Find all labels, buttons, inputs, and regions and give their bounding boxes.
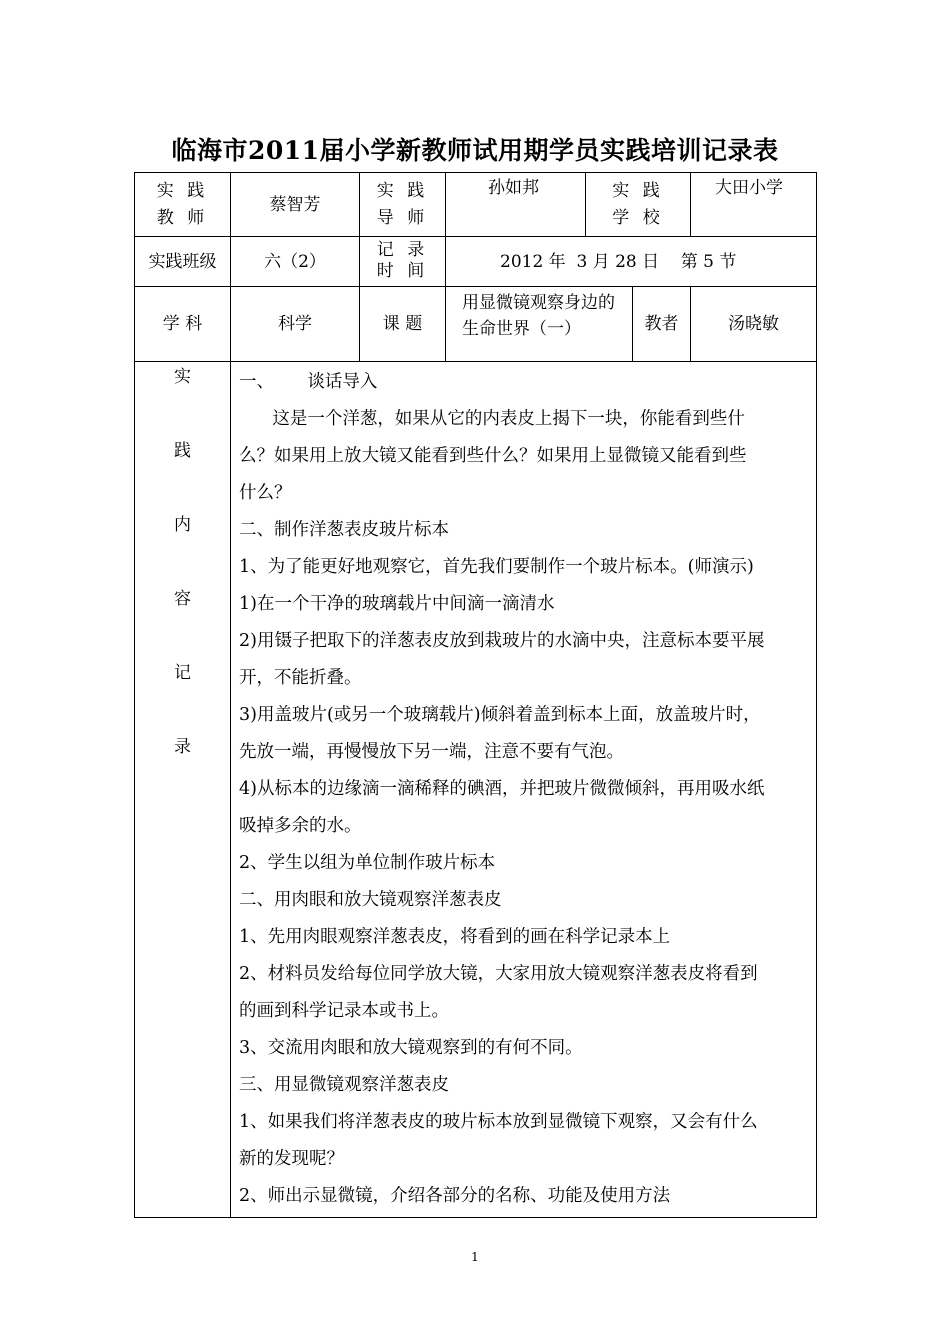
content-line: 2、师出示显微镜，介绍各部分的名称、功能及使用方法 bbox=[239, 1186, 671, 1206]
lesson-teacher-value: 汤晓敏 bbox=[691, 287, 817, 362]
content-record bbox=[231, 362, 817, 1218]
subject-label: 学 科 bbox=[135, 287, 231, 362]
content-line: 4)从标本的边缘滴一滴稀释的碘酒，并把玻片微微倾斜，再用吸水纸 bbox=[239, 779, 765, 799]
mentor-value: 孙如邦 bbox=[446, 173, 586, 237]
time-label-cell: 记 录 时 间 bbox=[360, 237, 446, 287]
time-value: 2012 年 3 月 28 日 第 5 节 bbox=[446, 237, 817, 287]
content-line: 吸掉多余的水。 bbox=[239, 816, 362, 836]
subject-value: 科学 bbox=[231, 287, 360, 362]
content-line: 1、如果我们将洋葱表皮的玻片标本放到显微镜下观察，又会有什么 bbox=[239, 1112, 758, 1132]
content-line: 三、用显微镜观察洋葱表皮 bbox=[239, 1075, 449, 1095]
page-title: 临海市2011届小学新教师试用期学员实践培训记录表 bbox=[171, 136, 779, 165]
topic-label: 课 题 bbox=[360, 287, 446, 362]
row-practice-info bbox=[135, 173, 817, 237]
content-line: 二、用肉眼和放大镜观察洋葱表皮 bbox=[239, 890, 502, 910]
topic-value: 用显微镜观察身边的生命世界（一） bbox=[446, 287, 633, 362]
content-line: 新的发现呢？ bbox=[239, 1149, 344, 1169]
row-class-time bbox=[135, 237, 817, 287]
school-value: 大田小学 bbox=[691, 173, 817, 237]
mentor-label-cell: 实 践 导 师 bbox=[360, 173, 446, 237]
class-value: 六（2） bbox=[231, 237, 360, 287]
content-line: 3、交流用肉眼和放大镜观察到的有何不同。 bbox=[239, 1038, 583, 1058]
content-line: 什么？ bbox=[239, 483, 292, 503]
content-line: 二、制作洋葱表皮玻片标本 bbox=[239, 520, 449, 540]
content-line: 2、材料员发给每位同学放大镜，大家用放大镜观察洋葱表皮将看到 bbox=[239, 964, 758, 984]
content-line: 的画到科学记录本或书上。 bbox=[239, 1001, 449, 1021]
record-table bbox=[134, 172, 817, 1218]
content-label-cell: 实 践 内 容 记 录 bbox=[135, 362, 231, 1218]
row-content bbox=[135, 362, 817, 1218]
content-line: 先放一端，再慢慢放下另一端，注意不要有气泡。 bbox=[239, 742, 624, 762]
content-line: 2、学生以组为单位制作玻片标本 bbox=[239, 853, 496, 873]
content-line: 开，不能折叠。 bbox=[239, 668, 362, 688]
content-line: 1、先用肉眼观察洋葱表皮，将看到的画在科学记录本上 bbox=[239, 927, 671, 947]
content-line: 1)在一个干净的玻璃载片中间滴一滴清水 bbox=[239, 594, 555, 614]
school-label-cell: 实 践 学 校 bbox=[586, 173, 691, 237]
content-line: 一、 谈话导入 bbox=[239, 372, 378, 392]
content-line: 2)用镊子把取下的洋葱表皮放到栽玻片的水滴中央，注意标本要平展 bbox=[239, 631, 765, 651]
content-line: 么？如果用上放大镜又能看到些什么？如果用上显微镜又能看到些 bbox=[239, 446, 747, 466]
class-label: 实践班级 bbox=[135, 237, 231, 287]
content-line: 这是一个洋葱，如果从它的内表皮上揭下一块，你能看到些什 bbox=[239, 409, 745, 429]
content-line: 1、为了能更好地观察它，首先我们要制作一个玻片标本。(师演示) bbox=[239, 557, 754, 577]
teacher-label-cell: 实 践 教 师 bbox=[135, 173, 231, 237]
lesson-teacher-label: 教者 bbox=[633, 287, 691, 362]
teacher-value: 蔡智芳 bbox=[231, 173, 360, 237]
content-line: 3)用盖玻片(或另一个玻璃载片)倾斜着盖到标本上面，放盖玻片时， bbox=[239, 705, 761, 725]
row-subject-topic bbox=[135, 287, 817, 362]
page-number: 1 bbox=[471, 1250, 479, 1264]
